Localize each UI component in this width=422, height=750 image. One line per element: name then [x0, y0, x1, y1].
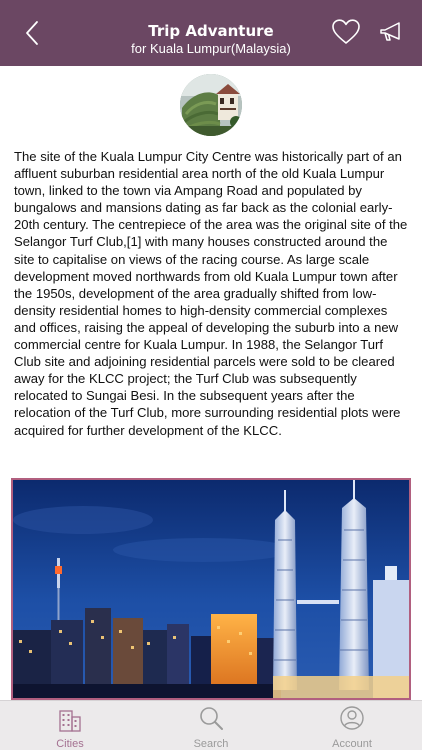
tab-label-cities: Cities — [56, 738, 84, 750]
page-subtitle: for Kuala Lumpur(Malaysia) — [131, 41, 291, 56]
tab-account[interactable] — [282, 701, 422, 750]
search-icon — [197, 705, 225, 733]
chevron-left-icon[interactable] — [18, 18, 48, 48]
heart-outline-icon[interactable] — [332, 19, 360, 45]
tab-label-account: Account — [332, 738, 372, 750]
tab-search[interactable] — [141, 701, 281, 750]
megaphone-icon[interactable] — [379, 21, 403, 43]
petronas-towers-photo — [11, 478, 411, 700]
tab-label-search: Search — [193, 738, 229, 750]
page-title: Trip Advanture — [148, 22, 274, 40]
user-icon — [338, 705, 366, 733]
article-text: The site of the Kuala Lumpur City Centre was historically part of an affluent suburban residential area north of the old Kuala Lumpur town, linked to the town via Ampang Road and populated by bungalows and mansions dating as far back as the colonial early-20th century. The centrepiece of the area was the original site of the Selangor Turf Club,[1] with many houses constructed around the site to capitalise on views of the racing course. As large scale development moved northwards from old Kuala Lumpur town after the 1950s, development of the area gradually shifted from low-density residential homes to high-density commercial complexes and offices, raising the appeal of developing the suburb into a new commercial centre for Kuala Lumpur. In 1988, the Selangor Turf Club site and adjoining residential parcels were sold to be cleared away for the KLCC project; the Turf Club was subsequently relocated to Sungai Besi. In the subsequent years after the relocation of the Turf Club, more surrounding residential plots were acquired for further development of the KLCC. — [14, 149, 408, 438]
city-thumbnail-image — [180, 74, 242, 136]
buildings-icon — [56, 705, 84, 733]
navigation-bar — [0, 0, 422, 66]
tab-cities[interactable] — [0, 701, 140, 750]
header-title-group — [80, 22, 342, 57]
tab-bar — [0, 700, 422, 750]
